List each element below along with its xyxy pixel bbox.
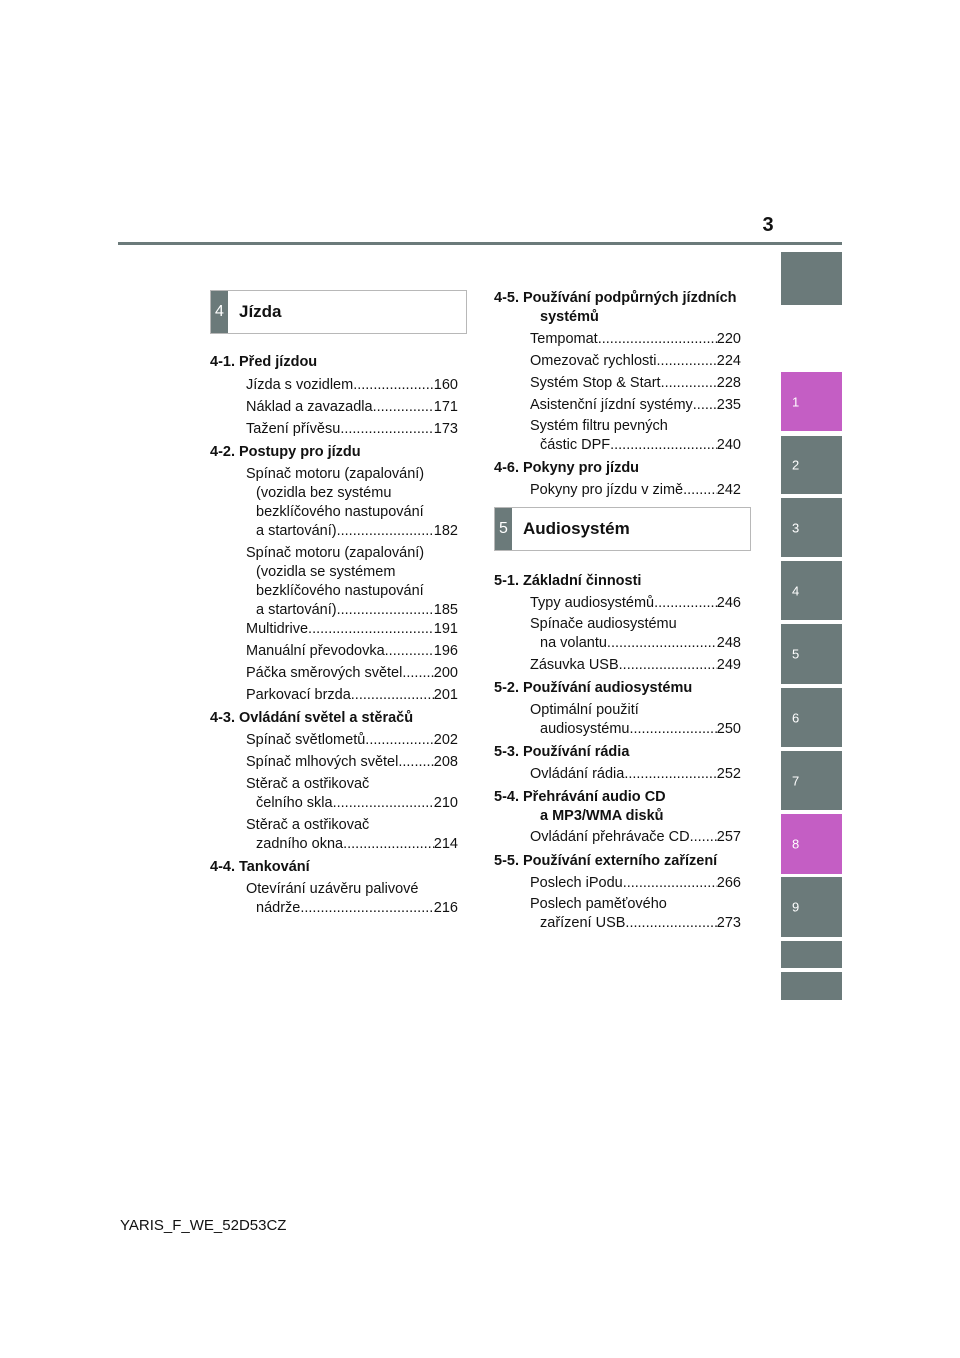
toc-entry[interactable]: Zásuvka USB ..... 249 (530, 654, 741, 676)
toc-entry-line[interactable]: Optimální použití (530, 702, 639, 718)
toc-entry-line[interactable]: Stěrač a ostřikovač (246, 776, 370, 792)
chapter-tab-label: 1 (792, 394, 800, 409)
chapter-tab-label: 4 (792, 583, 800, 598)
toc-entry[interactable]: Asistenční jízdní systémy ..... 235 (530, 394, 741, 416)
toc-entry[interactable]: a startování) ..... 185 (256, 599, 458, 621)
top-rule (118, 242, 842, 245)
section-title: Jízda (239, 302, 282, 321)
section-header-5 (494, 507, 751, 551)
toc-entry[interactable]: zařízení USB ..... 273 (540, 912, 741, 934)
toc-entry-line[interactable]: Systém filtru pevných (530, 418, 668, 434)
chapter-tab-2[interactable] (781, 436, 842, 494)
toc-entry[interactable]: Jízda s vozidlem ..... 160 (246, 374, 458, 396)
page-number: 3 (762, 214, 774, 236)
toc-heading-4-4[interactable]: 4-4. Tankování (210, 859, 310, 875)
chapter-tab-blank-1[interactable] (781, 941, 842, 968)
toc-entry[interactable]: Ovládání rádia ..... 252 (530, 763, 741, 785)
toc-entry-line[interactable]: Spínač motoru (zapalování) (246, 466, 425, 482)
toc-entry[interactable]: Omezovač rychlosti ..... 224 (530, 350, 741, 372)
toc-heading-5-4-cont[interactable]: a MP3/WMA disků (540, 808, 664, 824)
toc-entry[interactable]: Poslech iPodu ..... 266 (530, 872, 741, 894)
toc-heading-4-3[interactable]: 4-3. Ovládání světel a stěračů (210, 710, 414, 726)
toc-entry[interactable]: a startování) ..... 182 (256, 520, 458, 542)
toc-heading-5-5[interactable]: 5-5. Používání externího zařízení (494, 853, 718, 869)
toc-entry[interactable]: Páčka směrových světel ..... 200 (246, 662, 458, 684)
toc-entry[interactable]: zadního okna ..... 214 (256, 833, 458, 855)
toc-entry-line[interactable]: Stěrač a ostřikovač (246, 817, 370, 833)
toc-entry[interactable]: Spínač světlometů ..... 202 (246, 729, 458, 751)
chapter-tab-label: 9 (792, 899, 800, 915)
toc-entry-line[interactable]: (vozidla bez systému (256, 485, 392, 501)
toc-entry[interactable]: Ovládání přehrávače CD ..... 257 (530, 826, 741, 848)
chapter-tab-9[interactable] (781, 877, 842, 937)
section-header-4 (210, 290, 467, 334)
toc-heading-4-2[interactable]: 4-2. Postupy pro jízdu (210, 444, 361, 460)
toc-entry[interactable]: audiosystému ..... 250 (540, 718, 741, 740)
chapter-tab-4[interactable] (781, 561, 842, 620)
toc-heading-5-2[interactable]: 5-2. Používání audiosystému (494, 680, 693, 696)
toc-entry-line[interactable]: bezklíčového nastupování (256, 583, 424, 599)
toc-entry[interactable]: Spínač mlhových světel ..... 208 (246, 751, 458, 773)
chapter-tab-label: 8 (792, 836, 800, 852)
chapter-tab-blank-top[interactable] (781, 252, 842, 305)
toc-heading-4-1[interactable]: 4-1. Před jízdou (210, 354, 318, 370)
toc-entry[interactable]: nádrže ..... 216 (256, 897, 458, 919)
section-number: 4 (211, 291, 228, 333)
toc-heading-4-5-cont[interactable]: systémů (540, 309, 599, 325)
chapter-tab-8[interactable] (781, 814, 842, 874)
chapter-tab-5[interactable] (781, 624, 842, 684)
toc-heading-5-4[interactable]: 5-4. Přehrávání audio CD (494, 789, 666, 805)
toc-entry-line[interactable]: (vozidla se systémem (256, 564, 396, 580)
toc-entry[interactable]: na volantu ..... 248 (540, 632, 741, 654)
toc-heading-5-3[interactable]: 5-3. Používání rádia (494, 744, 630, 760)
toc-heading-5-1[interactable]: 5-1. Základní činnosti (494, 573, 642, 589)
chapter-tab-blank-2[interactable] (781, 972, 842, 1000)
toc-entry[interactable]: Typy audiosystémů ..... 246 (530, 592, 741, 614)
toc-entry-line[interactable]: Spínač motoru (zapalování) (246, 545, 425, 561)
chapter-tab-label: 3 (792, 520, 800, 535)
toc-entry[interactable]: čelního skla ..... 210 (256, 792, 458, 814)
chapter-tab-label: 6 (792, 710, 800, 725)
chapter-tab-label: 7 (792, 773, 800, 788)
toc-entry-line[interactable]: Poslech paměťového (530, 896, 667, 912)
toc-entry[interactable]: Systém Stop & Start ..... 228 (530, 372, 741, 394)
toc-entry[interactable]: Multidrive ..... 191 (246, 618, 458, 640)
toc-entry[interactable]: Pokyny pro jízdu v zimě ..... 242 (530, 479, 741, 501)
chapter-tab-7[interactable] (781, 751, 842, 810)
chapter-tab-1[interactable] (781, 372, 842, 431)
section-title: Audiosystém (523, 519, 630, 538)
chapter-tab-label: 5 (792, 646, 800, 662)
toc-entry[interactable]: Náklad a zavazadla ..... 171 (246, 396, 458, 418)
toc-entry-line[interactable]: bezklíčového nastupování (256, 504, 424, 520)
section-number: 5 (495, 508, 512, 550)
toc-heading-4-5[interactable]: 4-5. Používání podpůrných jízdních (494, 290, 737, 306)
toc-entry[interactable]: Manuální převodovka ..... 196 (246, 640, 458, 662)
toc-heading-4-6[interactable]: 4-6. Pokyny pro jízdu (494, 460, 640, 476)
toc-entry[interactable]: Tempomat ..... 220 (530, 328, 741, 350)
document-code-footer: YARIS_F_WE_52D53CZ (120, 1217, 287, 1234)
toc-entry[interactable]: částic DPF ..... 240 (540, 434, 741, 456)
toc-entry-line[interactable]: Spínače audiosystému (530, 616, 677, 632)
chapter-tab-6[interactable] (781, 688, 842, 747)
toc-entry[interactable]: Tažení přívěsu ..... 173 (246, 418, 458, 440)
toc-entry-line[interactable]: Otevírání uzávěru palivové (246, 881, 419, 897)
chapter-tab-3[interactable] (781, 498, 842, 557)
toc-entry[interactable]: Parkovací brzda ..... 201 (246, 684, 458, 706)
chapter-tab-label: 2 (792, 457, 800, 473)
